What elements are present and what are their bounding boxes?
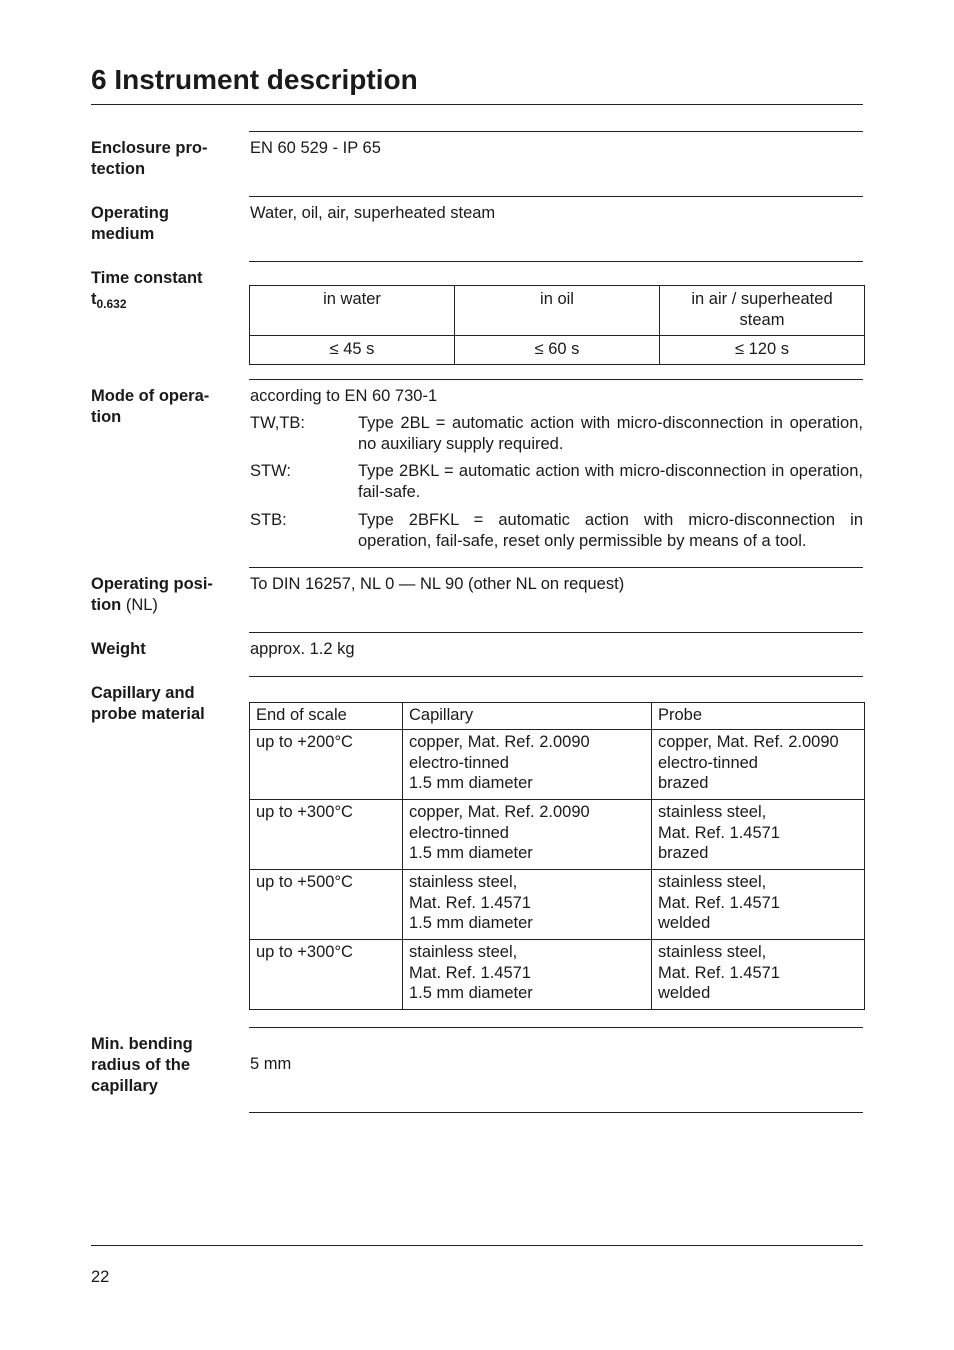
scale-cell: up to +500°C <box>250 870 403 940</box>
header-cell: Capillary <box>403 703 652 730</box>
materials-table <box>249 702 865 1010</box>
label-line: Enclosure pro- <box>91 139 208 157</box>
divider <box>249 676 863 677</box>
mode-key: STW: <box>250 462 291 480</box>
label-line: medium <box>91 225 155 243</box>
capillary-cell <box>403 730 652 800</box>
header-cell: End of scale <box>250 703 403 730</box>
table-row <box>250 800 865 870</box>
bending-label <box>91 1034 236 1097</box>
cell-line: brazed <box>658 844 709 862</box>
medium-value: Water, oil, air, superheated steam <box>250 204 496 222</box>
page-number: 22 <box>91 1268 110 1286</box>
divider <box>249 632 863 633</box>
probe-cell <box>652 940 865 1010</box>
cell-line: welded <box>658 984 711 1002</box>
cell-line: copper, Mat. Ref. 2.0090 <box>409 733 590 751</box>
table-row <box>250 336 865 365</box>
probe-cell <box>652 800 865 870</box>
label-line <box>91 595 236 616</box>
label-normal: (NL) <box>121 596 158 614</box>
divider <box>249 379 863 380</box>
label-line: Time constant <box>91 269 203 287</box>
section-title: 6 Instrument description <box>91 64 418 95</box>
cell-line: brazed <box>658 774 709 792</box>
divider <box>249 196 863 197</box>
mode-row <box>250 461 863 503</box>
footer-rule <box>91 1245 863 1246</box>
cell-line: welded <box>658 914 711 932</box>
cell-line: 1.5 mm diameter <box>409 914 533 932</box>
divider <box>249 567 863 568</box>
header-cell: Probe <box>652 703 865 730</box>
divider <box>249 261 863 262</box>
divider <box>249 131 863 132</box>
cell-line: Mat. Ref. 1.4571 <box>658 823 780 842</box>
table-header-row <box>250 703 865 730</box>
divider <box>249 1112 863 1113</box>
cell-line: stainless steel, <box>409 943 518 961</box>
divider <box>249 1027 863 1028</box>
weight-value: approx. 1.2 kg <box>250 640 355 658</box>
label-line: Operating posi- <box>91 575 213 593</box>
table-cell: ≤ 60 s <box>455 336 660 365</box>
mode-text: Type 2BFKL = automatic action with micro-disconnection in operation, fail-safe, reset only permissible by means of a tool. <box>358 511 863 550</box>
capillary-cell <box>403 870 652 940</box>
scale-cell: up to +200°C <box>250 730 403 800</box>
header-cell: in air / superheated steam <box>660 286 865 336</box>
cell-line: copper, Mat. Ref. 2.0090 <box>409 803 590 821</box>
enclosure-value: EN 60 529 - IP 65 <box>250 139 381 157</box>
header-cell: in water <box>250 286 455 336</box>
capillary-cell <box>403 940 652 1010</box>
label-line <box>91 289 236 315</box>
enclosure-label <box>91 138 236 180</box>
mode-intro: according to EN 60 730-1 <box>250 387 438 405</box>
weight-label: Weight <box>91 640 146 658</box>
scale-cell: up to +300°C <box>250 940 403 1010</box>
time-constant-label <box>91 268 236 315</box>
mode-row <box>250 413 863 455</box>
probe-cell <box>652 730 865 800</box>
cell-line: stainless steel, <box>658 803 767 821</box>
cell-line: stainless steel, <box>658 943 767 961</box>
cell-line: 1.5 mm diameter <box>409 984 533 1002</box>
mode-label <box>91 386 236 428</box>
label-line: Operating <box>91 204 169 222</box>
mode-key: STB: <box>250 511 287 529</box>
mode-row <box>250 510 863 552</box>
cell-line: 1.5 mm diameter <box>409 774 533 792</box>
cell-line: electro-tinned <box>658 753 758 772</box>
table-cell: ≤ 45 s <box>250 336 455 365</box>
mode-text: Type 2BKL = automatic action with micro-disconnection in operation, fail-safe. <box>358 462 863 501</box>
label-line: capillary <box>91 1077 158 1095</box>
cell-line: Mat. Ref. 1.4571 <box>409 963 531 982</box>
label-bold: tion <box>91 596 122 614</box>
cell-line: Mat. Ref. 1.4571 <box>658 893 780 912</box>
cell-line: stainless steel, <box>409 873 518 891</box>
label-line: probe material <box>91 705 205 723</box>
cell-line: Mat. Ref. 1.4571 <box>409 893 531 912</box>
label-line: Mode of opera- <box>91 387 210 405</box>
mode-text: Type 2BL = automatic action with micro-disconnection in operation, no auxiliary supply required. <box>358 414 863 453</box>
table-row <box>250 870 865 940</box>
probe-cell <box>652 870 865 940</box>
label-line: Min. bending <box>91 1035 193 1053</box>
cell-line: electro-tinned <box>409 753 509 772</box>
header-cell: in oil <box>455 286 660 336</box>
label-line: Capillary and <box>91 684 195 702</box>
label-line: tection <box>91 160 146 178</box>
table-row <box>250 730 865 800</box>
cell-line: 1.5 mm diameter <box>409 844 533 862</box>
bending-value: 5 mm <box>250 1055 292 1073</box>
position-label <box>91 574 236 616</box>
table-row <box>250 940 865 1010</box>
table-header-row <box>250 286 865 336</box>
cell-line: Mat. Ref. 1.4571 <box>658 963 780 982</box>
label-line: tion <box>91 408 122 426</box>
cell-line: electro-tinned <box>409 823 509 842</box>
t-subscript: 0.632 <box>96 297 127 311</box>
capillary-cell <box>403 800 652 870</box>
label-line: radius of the <box>91 1056 191 1074</box>
mode-key: TW,TB: <box>250 414 305 432</box>
scale-cell: up to +300°C <box>250 800 403 870</box>
time-constant-table <box>249 285 865 365</box>
cell-line: copper, Mat. Ref. 2.0090 <box>658 733 839 751</box>
t-symbol: t <box>91 290 97 308</box>
medium-label <box>91 203 236 245</box>
cell-line: stainless steel, <box>658 873 767 891</box>
position-value: To DIN 16257, NL 0 — NL 90 (other NL on request) <box>250 575 625 593</box>
title-rule <box>91 104 863 105</box>
table-cell: ≤ 120 s <box>660 336 865 365</box>
materials-label <box>91 683 236 725</box>
